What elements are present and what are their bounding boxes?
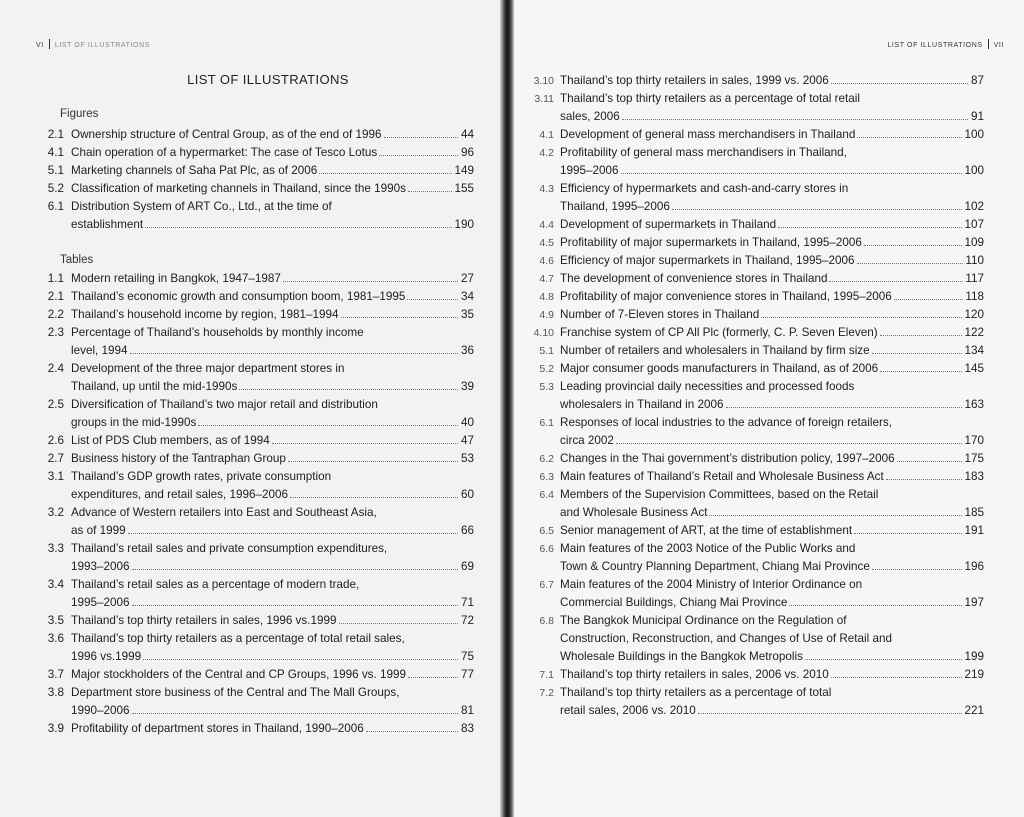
- dot-leader: [384, 137, 458, 138]
- entry-number: 4.8: [539, 291, 554, 303]
- entry-page-number: 34: [460, 290, 474, 303]
- entry-page-number: 75: [460, 650, 474, 663]
- entry-number: 6.2: [539, 453, 554, 465]
- entry-number: 6.6: [539, 543, 554, 555]
- entry-caption: Development of the three major department stores in: [71, 362, 345, 375]
- entry-caption: Senior management of ART, at the time of establishment: [560, 524, 853, 537]
- entry-page-number: 35: [460, 308, 474, 321]
- table-entry: [524, 450, 984, 468]
- entry-caption: Thailand’s economic growth and consumption boom, 1981–1995: [71, 290, 406, 303]
- entry-caption: and Wholesale Business Act: [560, 506, 708, 519]
- entry-caption: Commercial Buildings, Chiang Mai Province: [560, 596, 788, 609]
- figure-entry: [40, 180, 474, 198]
- table-entry: [40, 360, 474, 396]
- entry-caption: Percentage of Thailand’s households by monthly income: [71, 326, 364, 339]
- entry-page-number: 145: [964, 362, 984, 375]
- dot-leader: [379, 155, 458, 156]
- page-title: LIST OF ILLUSTRATIONS: [187, 72, 349, 87]
- entry-caption: Development of supermarkets in Thailand: [560, 218, 777, 231]
- entry-page-number: 100: [964, 128, 984, 141]
- entry-caption: Town & Country Planning Department, Chiang Mai Province: [560, 560, 870, 573]
- entry-caption: Leading provincial daily necessities and processed foods: [560, 380, 855, 393]
- entry-caption: 1993–2006: [71, 560, 130, 573]
- table-entry: [524, 666, 984, 684]
- table-entry: [40, 306, 474, 324]
- table-entry: [524, 414, 984, 450]
- book-gutter: [500, 0, 514, 817]
- entry-number: 5.1: [539, 345, 554, 357]
- entry-caption: Thailand’s retail sales as a percentage of modern trade,: [71, 578, 360, 591]
- entry-page-number: 69: [460, 560, 474, 573]
- dot-leader: [709, 515, 962, 516]
- running-head-divider: [49, 39, 50, 49]
- entry-number: 7.1: [539, 669, 554, 681]
- entry-caption: Main features of Thailand’s Retail and Wholesale Business Act: [560, 470, 884, 483]
- table-entry: [524, 126, 984, 144]
- entry-caption: Number of 7-Eleven stores in Thailand: [560, 308, 760, 321]
- figure-entry: [40, 126, 474, 144]
- entry-page-number: 170: [964, 434, 984, 447]
- entry-number: 5.2: [47, 182, 64, 195]
- dot-leader: [726, 407, 963, 408]
- table-entry: [524, 234, 984, 252]
- dot-leader: [872, 353, 963, 354]
- table-entry: [524, 612, 984, 666]
- figure-entry: [40, 162, 474, 180]
- entry-page-number: 110: [965, 254, 984, 267]
- entry-caption: circa 2002: [560, 434, 614, 447]
- entry-caption: 1995–2006: [560, 164, 619, 177]
- entry-number: 6.7: [539, 579, 554, 591]
- dot-leader: [761, 317, 962, 318]
- entry-caption: Thailand’s top thirty retailers in sales, 2006 vs. 2010: [560, 668, 829, 681]
- table-entry: [524, 180, 984, 216]
- figures-heading: Figures: [60, 108, 99, 120]
- dot-leader: [366, 731, 458, 732]
- entry-number: 4.1: [47, 146, 64, 159]
- dot-leader: [805, 659, 963, 660]
- table-entry: [524, 306, 984, 324]
- entry-caption: Thailand’s GDP growth rates, private consumption: [71, 470, 332, 483]
- entry-caption: establishment: [71, 218, 144, 231]
- entry-caption: Profitability of department stores in Thailand, 1990–2006: [71, 722, 364, 735]
- dot-leader: [789, 605, 962, 606]
- dot-leader: [621, 173, 963, 174]
- table-entry: [524, 144, 984, 180]
- table-entry: [40, 720, 474, 738]
- entry-number: 2.2: [47, 308, 64, 321]
- dot-leader: [339, 623, 459, 624]
- entry-number: 3.9: [47, 722, 64, 735]
- entry-caption: expenditures, and retail sales, 1996–2006: [71, 488, 289, 501]
- dot-leader: [672, 209, 963, 210]
- entry-number: 7.2: [539, 687, 554, 699]
- table-entry: [524, 378, 984, 414]
- entry-caption: List of PDS Club members, as of 1994: [71, 434, 270, 447]
- table-entry: [524, 252, 984, 270]
- table-entry: [524, 216, 984, 234]
- entry-number: 3.4: [47, 578, 64, 591]
- table-entry: [40, 684, 474, 720]
- entry-page-number: 77: [460, 668, 474, 681]
- entry-page-number: 66: [460, 524, 474, 537]
- entry-number: 3.7: [47, 668, 64, 681]
- table-entry: [40, 540, 474, 576]
- entry-caption: Thailand’s top thirty retailers as a percentage of total: [560, 686, 832, 699]
- entry-page-number: 40: [460, 416, 474, 429]
- entry-page-number: 71: [460, 596, 474, 609]
- entry-caption: Distribution System of ART Co., Ltd., at the time of: [71, 200, 332, 213]
- entry-caption: Classification of marketing channels in Thailand, since the 1990s: [71, 182, 407, 195]
- entry-page-number: 87: [970, 74, 984, 87]
- table-entry: [524, 324, 984, 342]
- entry-page-number: 120: [964, 308, 984, 321]
- entry-page-number: 117: [965, 272, 984, 285]
- entry-number: 4.3: [539, 183, 554, 195]
- entry-page-number: 191: [964, 524, 984, 537]
- running-head-left: [36, 39, 150, 49]
- entry-page-number: 36: [460, 344, 474, 357]
- dot-leader: [143, 659, 458, 660]
- entry-caption: Changes in the Thai government’s distribution policy, 1997–2006: [560, 452, 895, 465]
- entry-page-number: 196: [964, 560, 984, 573]
- entry-caption: as of 1999: [71, 524, 126, 537]
- entry-caption: The Bangkok Municipal Ordinance on the Regulation of: [560, 614, 847, 627]
- entry-page-number: 53: [460, 452, 474, 465]
- running-head-title-right: LIST OF ILLUSTRATIONS: [887, 42, 983, 49]
- entry-caption: Thailand’s top thirty retailers in sales, 1999 vs. 2006: [560, 74, 829, 87]
- table-entry: [40, 324, 474, 360]
- entry-page-number: 72: [460, 614, 474, 627]
- entry-number: 4.9: [539, 309, 554, 321]
- entry-caption: Members of the Supervision Committees, based on the Retail: [560, 488, 879, 501]
- entry-page-number: 149: [454, 164, 474, 177]
- right-page: [514, 0, 1024, 817]
- entry-page-number: 102: [964, 200, 984, 213]
- dot-leader: [622, 119, 968, 120]
- entry-caption: Efficiency of major supermarkets in Thailand, 1995–2006: [560, 254, 855, 267]
- dot-leader: [319, 173, 452, 174]
- entry-caption: sales, 2006: [560, 110, 620, 123]
- entry-number: 2.7: [47, 452, 64, 465]
- entry-page-number: 107: [964, 218, 984, 231]
- entry-caption: Major consumer goods manufacturers in Thailand, as of 2006: [560, 362, 879, 375]
- dot-leader: [616, 443, 963, 444]
- entry-caption: Development of general mass merchandisers in Thailand: [560, 128, 856, 141]
- entry-number: 6.4: [539, 489, 554, 501]
- dot-leader: [407, 299, 458, 300]
- entry-page-number: 199: [964, 650, 984, 663]
- entry-number: 5.1: [47, 164, 64, 177]
- entry-caption: Department store business of the Central and The Mall Groups,: [71, 686, 400, 699]
- dot-leader: [198, 425, 458, 426]
- table-entry: [524, 486, 984, 522]
- table-entry: [40, 396, 474, 432]
- entry-caption: Main features of the 2003 Notice of the Public Works and: [560, 542, 856, 555]
- dot-leader: [128, 533, 458, 534]
- dot-leader: [130, 353, 458, 354]
- entry-page-number: 81: [460, 704, 474, 717]
- left-page: [0, 0, 500, 817]
- entry-page-number: 197: [964, 596, 984, 609]
- folio-right: VII: [993, 42, 1004, 49]
- table-entry: [40, 450, 474, 468]
- entry-number: 5.3: [539, 381, 554, 393]
- entry-number: 3.6: [47, 632, 64, 645]
- entry-page-number: 190: [454, 218, 474, 231]
- entry-page-number: 155: [454, 182, 474, 195]
- dot-leader: [831, 677, 963, 678]
- running-head-title-left: LIST OF ILLUSTRATIONS: [54, 42, 151, 49]
- dot-leader: [272, 443, 458, 444]
- entry-page-number: 185: [964, 506, 984, 519]
- dot-leader: [288, 461, 458, 462]
- entry-number: 3.1: [47, 470, 64, 483]
- dot-leader: [894, 299, 964, 300]
- entry-number: 3.5: [47, 614, 64, 627]
- entry-number: 4.7: [539, 273, 554, 285]
- entry-caption: Thailand’s top thirty retailers in sales, 1996 vs.1999: [71, 614, 337, 627]
- entry-number: 6.5: [539, 525, 554, 537]
- dot-leader: [283, 281, 458, 282]
- dot-leader: [341, 317, 459, 318]
- entry-number: 6.1: [47, 200, 64, 213]
- entry-caption: Franchise system of CP All Plc (formerly, C. P. Seven Eleven): [560, 326, 878, 339]
- entry-page-number: 60: [460, 488, 474, 501]
- entry-caption: Marketing channels of Saha Pat Plc, as of 2006: [71, 164, 318, 177]
- entry-number: 4.5: [539, 237, 554, 249]
- table-entry: [524, 72, 984, 90]
- table-entry: [524, 288, 984, 306]
- dot-leader: [698, 713, 963, 714]
- running-head-divider: [988, 39, 989, 49]
- entry-number: 2.1: [47, 128, 64, 141]
- entry-caption: Profitability of major convenience stores in Thailand, 1995–2006: [560, 290, 892, 303]
- dot-leader: [132, 605, 458, 606]
- dot-leader: [880, 371, 962, 372]
- entry-number: 6.8: [539, 615, 554, 627]
- table-entry: [524, 684, 984, 720]
- entry-page-number: 221: [964, 704, 984, 717]
- entry-number: 2.4: [47, 362, 64, 375]
- dot-leader: [886, 479, 963, 480]
- entry-page-number: 27: [460, 272, 474, 285]
- table-entry: [40, 468, 474, 504]
- table-entry: [40, 288, 474, 306]
- tables-list-right: [524, 72, 984, 720]
- entry-caption: Thailand, 1995–2006: [560, 200, 670, 213]
- entry-number: 3.10: [533, 75, 554, 87]
- entry-caption: level, 1994: [71, 344, 128, 357]
- entry-page-number: 83: [460, 722, 474, 735]
- entry-number: 1.1: [47, 272, 64, 285]
- dot-leader: [872, 569, 963, 570]
- entry-caption: 1990–2006: [71, 704, 130, 717]
- entry-caption: retail sales, 2006 vs. 2010: [560, 704, 696, 717]
- entry-caption: Thailand’s top thirty retailers as a percentage of total retail: [560, 92, 860, 105]
- entry-page-number: 118: [965, 290, 984, 303]
- dot-leader: [778, 227, 962, 228]
- dot-leader: [831, 83, 968, 84]
- table-entry: [524, 576, 984, 612]
- entry-caption: Responses of local industries to the advance of foreign retailers,: [560, 416, 892, 429]
- table-entry: [524, 540, 984, 576]
- entry-page-number: 96: [460, 146, 474, 159]
- table-entry: [40, 576, 474, 612]
- entry-caption: Wholesale Buildings in the Bangkok Metropolis: [560, 650, 803, 663]
- dot-leader: [132, 713, 458, 714]
- entry-caption: Ownership structure of Central Group, as of the end of 1996: [71, 128, 382, 141]
- dot-leader: [857, 137, 962, 138]
- dot-leader: [408, 191, 452, 192]
- entry-number: 4.10: [533, 327, 554, 339]
- entry-caption: wholesalers in Thailand in 2006: [560, 398, 724, 411]
- entry-number: 6.3: [539, 471, 554, 483]
- table-entry: [524, 342, 984, 360]
- entry-page-number: 183: [964, 470, 984, 483]
- entry-caption: Profitability of general mass merchandisers in Thailand,: [560, 146, 847, 159]
- dot-leader: [290, 497, 458, 498]
- entry-number: 4.6: [539, 255, 554, 267]
- entry-page-number: 47: [460, 434, 474, 447]
- dot-leader: [897, 461, 963, 462]
- entry-page-number: 100: [964, 164, 984, 177]
- table-entry: [40, 666, 474, 684]
- entry-caption: Major stockholders of the Central and CP Groups, 1996 vs. 1999: [71, 668, 407, 681]
- dot-leader: [829, 281, 963, 282]
- dot-leader: [239, 389, 458, 390]
- entry-number: 6.1: [539, 417, 554, 429]
- table-entry: [40, 504, 474, 540]
- entry-caption: Main features of the 2004 Ministry of Interior Ordinance on: [560, 578, 863, 591]
- entry-caption: Diversification of Thailand’s two major retail and distribution: [71, 398, 378, 411]
- table-entry: [40, 630, 474, 666]
- entry-number: 4.2: [539, 147, 554, 159]
- entry-number: 4.4: [539, 219, 554, 231]
- dot-leader: [854, 533, 962, 534]
- entry-number: 3.3: [47, 542, 64, 555]
- folio-left: VI: [36, 42, 44, 49]
- table-entry: [40, 270, 474, 288]
- entry-number: 4.1: [539, 129, 554, 141]
- dot-leader: [132, 569, 458, 570]
- entry-caption: Thailand’s retail sales and private consumption expenditures,: [71, 542, 388, 555]
- entry-caption: Thailand’s household income by region, 1981–1994: [71, 308, 339, 321]
- figure-entry: [40, 144, 474, 162]
- entry-page-number: 122: [964, 326, 984, 339]
- entry-number: 3.8: [47, 686, 64, 699]
- dot-leader: [880, 335, 963, 336]
- entry-number: 5.2: [539, 363, 554, 375]
- dot-leader: [864, 245, 963, 246]
- table-entry: [524, 468, 984, 486]
- entry-caption: groups in the mid-1990s: [71, 416, 197, 429]
- entry-caption: Business history of the Tantraphan Group: [71, 452, 286, 465]
- entry-caption: Advance of Western retailers into East and Southeast Asia,: [71, 506, 377, 519]
- entry-page-number: 175: [964, 452, 984, 465]
- table-entry: [40, 432, 474, 450]
- entry-caption: Chain operation of a hypermarket: The case of Tesco Lotus: [71, 146, 378, 159]
- entry-page-number: 163: [964, 398, 984, 411]
- entry-caption: Thailand’s top thirty retailers as a percentage of total retail sales,: [71, 632, 405, 645]
- dot-leader: [145, 227, 452, 228]
- entry-page-number: 91: [970, 110, 984, 123]
- entry-caption: Modern retailing in Bangkok, 1947–1987: [71, 272, 281, 285]
- entry-caption: Thailand, up until the mid-1990s: [71, 380, 238, 393]
- entry-page-number: 109: [964, 236, 984, 249]
- figure-entry: [40, 198, 474, 234]
- entry-page-number: 134: [964, 344, 984, 357]
- entry-caption: Efficiency of hypermarkets and cash-and-carry stores in: [560, 182, 849, 195]
- entry-number: 3.2: [47, 506, 64, 519]
- entry-caption: 1995–2006: [71, 596, 130, 609]
- entry-caption: Construction, Reconstruction, and Changes of Use of Retail and: [560, 632, 892, 645]
- entry-page-number: 39: [460, 380, 474, 393]
- entry-number: 3.11: [534, 93, 554, 105]
- tables-list-left: [40, 270, 474, 738]
- table-entry: [524, 360, 984, 378]
- entry-caption: Number of retailers and wholesalers in Thailand by firm size: [560, 344, 870, 357]
- dot-leader: [408, 677, 458, 678]
- table-entry: [40, 612, 474, 630]
- entry-caption: The development of convenience stores in Thailand: [560, 272, 828, 285]
- running-head-right: [887, 39, 1004, 49]
- entry-caption: Profitability of major supermarkets in Thailand, 1995–2006: [560, 236, 862, 249]
- entry-caption: 1996 vs.1999: [71, 650, 142, 663]
- entry-page-number: 44: [460, 128, 474, 141]
- entry-page-number: 219: [964, 668, 984, 681]
- tables-heading: Tables: [60, 254, 94, 266]
- entry-number: 2.5: [47, 398, 64, 411]
- table-entry: [524, 522, 984, 540]
- dot-leader: [857, 263, 964, 264]
- table-entry: [524, 90, 984, 126]
- entry-number: 2.1: [47, 290, 64, 303]
- entry-number: 2.6: [47, 434, 64, 447]
- figures-list: [40, 126, 474, 234]
- table-entry: [524, 270, 984, 288]
- entry-number: 2.3: [47, 326, 64, 339]
